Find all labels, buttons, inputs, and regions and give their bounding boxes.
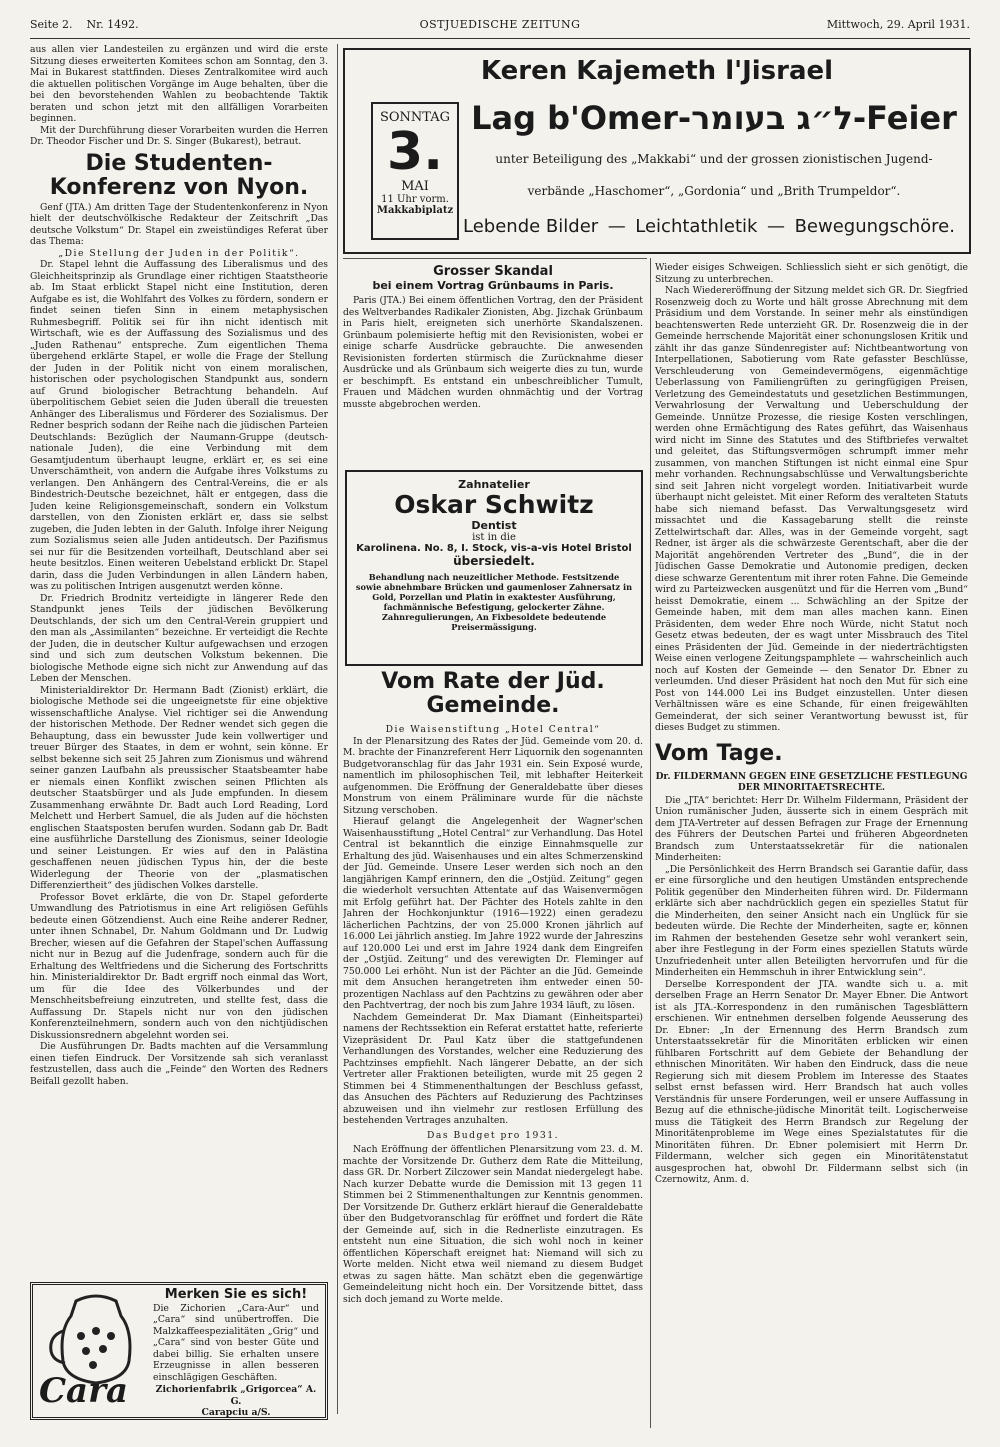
issue-date: Mittwoch, 29. April 1931. xyxy=(826,18,970,31)
cara-headline: Merken Sie es sich! xyxy=(164,1287,308,1302)
article-paragraph: Dr. Friedrich Brodnitz verteidigte in längerer Rede den Standpunkt jenes Teils der jüdischen Bevölkerung Deutschlands, der sich um den Central-Verein gruppiert und den man als „Assimilanten“ bezeichne. Er verteidigt die Rechte der Juden, die in deutscher Kultur aufgewachsen und erzogen sind und sich zum deutschen Volkstum bekennen. Die biologische Methode eigne sich nicht zur Anwendung auf das Leben der Menschen. xyxy=(30,592,328,684)
article-paragraph: Die Ausführungen Dr. Badts machten auf die Versammlung einen tiefen Eindruck. Der Vorsitzende sah sich veranlasst festzustellen, dass auch die „Feinde“ den Worten des Redners Beifall gezollt haben. xyxy=(30,1041,328,1087)
dentist-name: Oskar Schwitz xyxy=(394,490,594,519)
skandal-subheadline: bei einem Vortrag Grünbaums in Paris. xyxy=(372,279,614,292)
day-number: 3. xyxy=(387,122,443,182)
month-label: MAI xyxy=(401,179,429,194)
budget-heading: Das Budget pro 1931. xyxy=(427,1129,559,1141)
dentist-ist: ist in die xyxy=(472,532,516,543)
dentist-advertisement xyxy=(345,470,643,666)
program-list xyxy=(463,216,955,237)
column-1 xyxy=(30,44,328,1260)
tage-paragraph: Derselbe Korrespondent der JTA. wandte sich u. a. mit derselben Frage an Herrn Senator Dr. Mayer Ebner. Die Antwort ist als JTA.-Korrespondenz in den rumänischen Tagesblättern erschienen. Wir entnehmen derselben folgende Aeusserung des Dr. Ebner: „In der Ernennung des Herrn Brandsch zum Unterstaatssekretär für die Minoritäten erblicken wir einen fühlbaren Fortschritt auf dem Gebiete der Behandlung der ethnischen Minoritäten. Wir haben den Eindruck, dass die neue Regierung sich mit diesem Problem im Interesse des Staates selbst ernst befassen wird. Herr Brandsch hat auch volles Verständnis für unsere Forderungen, weil er unsere Auffassung in Bezug auf die ethnische-jüdische Minorität teilt. Logischerweise muss die Tätigkeit des Herrn Brandsch zur Regelung der Minoritätenprobleme im Wege eines Spezialstatutes für die Minoritäten führen. Dr. Ebner polemisiert mit Herrn Dr. Fildermann, welcher sich gegen ein Minoritätenstatut ausgesprochen hat, obwohl Dr. Fildermann selbst sich (in Czernowitz, Anm. d. xyxy=(655,978,968,1185)
cara-company: Zichorienfabrik „Grigorcea“ A. G. xyxy=(155,1384,317,1407)
cara-city: Carapciu a/S. xyxy=(201,1407,271,1418)
studenten-headline: Die Studenten-Konferenz von Nyon. xyxy=(49,150,309,200)
program-dash: — xyxy=(607,216,626,237)
tage-headline: Vom Tage. xyxy=(655,740,783,766)
skandal-article xyxy=(343,262,643,458)
time-label: 11 Uhr vorm. xyxy=(381,194,449,205)
article-paragraph: Dr. Stapel lehnt die Auffassung des Liberalismus und des Gleichheitsprinzip als Grundlage einer richtigen Staatstheorie ab. Im Staat erblickt Stapel nicht eine Institution, deren Aufgabe es ist, die Wohlfahrt des Volkes zu fördern, sondern er findet seinen tiefen Sinn in einem metaphysischen Ruhmesbegriff. Politik sei für ihn nicht identisch mit Wirtschaft, wie es der Auffassung des Sozialismus und des „Juden Rathenau“ entspreche. Zum eigentlichen Thema übergehend erklärte Stapel, er wolle die Frage der Stellung der Juden in der Politik nicht von einem moralischen, historischen oder psychologischen Standpunkt aus, sondern auf Grund biologischer Betrachtung behandeln. Auf überpolitischem Gebiet seien die Juden überall die treuesten Anhänger des Liberalismus und Förderer des Sozialismus. Der Redner besprich sodann der Reihe nach die jüdischen Parteien Deutschlands: Bezüglich der Naumann-Gruppe (deutsch-nationale Juden), die eine Verbindung mit dem Gesamtjudentum überhaupt leugne, erklärt er, es sei eine Unverschämtheit, von andern die Aufgabe ihres Volkstums zu verlangen. Den Anhängern des Central-Vereins, die er als Bindestrich-Deutsche bezeichnet, hält er entgegen, dass die Juden keine Religionsgemeinschaft, sondern ein Volkstum darstellen, von den Zionisten erklärt er, dass sie selbst zugeben, die Juden lebten in der Galuth. Infolge ihrer Neigung zum Sozialismus seien alle Juden antideutsch. Der Pazifismus sei nur für die Besitzenden vorteilhaft, Deutschland aber sei heute besitzlos. Einen weiteren Uebelstand erblickt Dr. Stapel darin, dass die Juden Verbindungen in allen Ländern haben, was zu politischen Intrigen ausgenutzt werden könne. xyxy=(30,259,328,592)
cara-text: Die Zichorien „Cara-Aur“ und „Cara“ sind unübertroffen. Die Malzkaffeespezialitäten „Grig“ und „Cara“ sind von bester Güte und dabei billig. Sie erhalten unsere Erzeugnisse in allen besseren einschlägigen Geschäften. xyxy=(153,1302,320,1383)
program-item: Lebende Bilder xyxy=(463,216,599,237)
dentist-label: Zahnatelier xyxy=(458,478,530,491)
keren-kajemeth-advertisement xyxy=(343,48,971,254)
waisen-heading: Die Waisenstiftung „Hotel Central“ xyxy=(385,724,601,735)
intro-paragraph: aus allen vier Landesteilen zu ergänzen und wird die erste Sitzung dieses erweiterten Komitees schon am Sonntag, den 3. Mai in Bukarest stattfinden. Dieses Zentralkomitee wird auch die aktuellen politischen Vorgänge im Auge behalten, über die bei den bevorstehenden Wahlen zu beobachtende Taktik beraten und schon jetzt mit den allfälligen Vorarbeiten beginnen. xyxy=(30,44,328,124)
column-3 xyxy=(655,262,968,1424)
page-number: Seite 2. Nr. 1492. xyxy=(30,18,139,31)
column-separator xyxy=(650,258,651,1428)
program-dash: — xyxy=(767,216,786,237)
article-paragraph: Ministerialdirektor Dr. Hermann Badt (Zionist) erklärt, die biologische Methode sei die ungeeignetste für eine objektive wissenschaftliche Analyse. Viel richtiger sei die Anwendung der historischen Methode. Der Redner wendet sich gegen die Behauptung, dass ein bewusster Jude kein vollwertiger und treuer Bürger des Staates, in dem er wohnt, sein könne. Er selbst bekenne sich seit 25 Jahren zum Zionismus und während seiner ganzen Laufbahn als preussischer Staatsbeamter habe er niemals einen Konflikt zwischen seinen Pflichten als deutscher Staatsbürger und als Jude empfunden. In diesem Zusammenhang erwähnte Dr. Badt auch Lord Reading, Lord Melchett und Herbert Samuel, die als Juden auf die höchsten englischen Staatsposten berufen wurden. Sodann gab Dr. Badt eine ausführliche Darstellung des Zionismus, seiner Ideologie und seiner Leistungen. Er wies auf den in Palästina geschaffenen neuen jüdischen Typus hin, der die beste Widerlegung der Theorie von der „plasmatischen Differenziertheit“ des jüdischen Volkes darstelle. xyxy=(30,684,328,891)
rule xyxy=(343,258,647,259)
rate-paragraph: Nach Wiedereröffnung der Sitzung meldet sich GR. Dr. Siegfried Rosenzweig doch zu Worte und hält grosse Abrechnung mit dem Präsidium und dem Vorstande. In seiner mehr als einstündigen beachtenswerten Rede unterzieht GR. Dr. Rosenzweig die in der Gemeinde herrschende Majorität einer schonungslosen Kritik und zählt ihr das ganze Sündenregister auf: Nichtbeantwortung von Interpellationen, Sabotierung vom Rate gefasster Beschlüsse, Verschleuderung von Gemeindevermögens, eigenmächtige Ueberlassung von Familiengrüften zu geringfügigen Preisen, Verletzung des Gemeindestatuts und gesetzlichen Bestimmungen, Verwahrlosung der Verwaltung und Ueberschuldung der Gemeinde. Unnütze Prozesse, die riesige Kosten verschlingen, werden ohne Ermächtigung des Rates geführt, das Waisenhaus wird nicht im Sinne des Statutes und des Stiftbriefes verwaltet und geleitet, das Stiftungsvermögen schrumpft immer mehr zusammen, von manchen Stiftungen ist nicht einmal eine Spur mehr vorhanden. Rechnungsabschlüsse und Verwaltungsberichte sind seit Jahren nicht vorgelegt worden. Initiativarbeit wurde überhaupt nicht geleistet. Mit einer Reform des veralteten Statuts habe sich niemand befasst. Das Verwaltungsgesetz wird missachtet und die Kassagebarung stellt die reinste Zettelwirtschaft dar. Alles, was in der Gemeinde vorgeht, sagt Redner, ist ärger als die schwärzeste Gerentschaft, aber die der Majorität angehörenden Vertreter des „Bund“, die in der Jüdischen Gasse Demokratie und Autonomie predigen, decken diese schwarze Gerententum mit ihrer roten Fahne. Die Gemeinde wird zu Parteizwecken ausgenützt und für die Herren vom „Bund“ heisst Demokratie, einem ... Schwächling an der Spitze der Gemeinde haben, mit dem man alles machen kann. Einen Präsidenten, dem weder Ehre noch Würde, nicht Statut noch Gesetz etwas bedeuten, der es wagt unter Missbrauch des Titel eines Präsidenten der Jüd. Gemeinde in der niederträchtigsten Weise einen verlogene Zeitungspamphlete — wahrscheinlich auch noch auf Kosten der Gemeinde — den Senator Dr. Ebner zu verleumden. Und dieser Präsident hat noch den Mut für sich eine Post von 144.000 Lei ins Budget einzustellen. Unter diesen Verhältnissen wäre es eine Schande, für einen freigewählten Gemeinderat, der sich seiner Verantwortung bewusst ist, für dieses Budget zu stimmen. xyxy=(655,285,968,733)
article-paragraph: Professor Bovet erklärte, die von Dr. Stapel geforderte Umwandlung des Patriotismus in eine Art religiösen Gefühls bedeute einen Götzendienst. Auch eine Reihe anderer Redner, unter ihnen Schnabel, Dr. Nahum Goldmann und Dr. Ludwig Brecher, wiesen auf die Gefahren der Stapel'schen Auffassung nicht nur in Bezug auf die Judenfrage, sondern auch für die Erhaltung des Weltfriedens und die Sicherung des Fortschritts hin. Ministerialdirektor Dr. Badt ergriff noch einmal das Wort, um für die Idee des Völkerbundes und der Menschheitsbefreiung einzutreten, und stellte fest, dass die Auffassung Dr. Stapels nicht nur von den jüdischen Konferenzteilnehmern, sondern auch von den nichtjüdischen Diskussionsrednern abgelehnt worden sei. xyxy=(30,891,328,1041)
column-separator xyxy=(337,44,338,1414)
waisen-paragraph: Hierauf gelangt die Angelegenheit der Wagner'schen Waisenhausstiftung „Hotel Central“ zur Verhandlung. Das Hotel Central ist bekanntlich die einzige Einnahmsquelle zur Erhaltung des jüd. Waisenhauses und ein altes Schmerzenskind der Jüd. Gemeinde. Unsere Leser werden sich noch an den langjährigen Kampf erinnern, den die „Ostjüd. Zeitung“ gegen die wiederholt versuchten Attentate auf das Waisenvermögen mit Erfolg geführt hat. Der Pächter des Hotels zahlte in den Jahren der Hochkonjunktur (1916—1922) einen geradezu lächerlichen Pachtzins, der von 25.000 Kronen jährlich auf 16.000 Lei jährlich anstieg. Im Jahre 1922 wurde der Jahreszins auf 120.000 Lei und erst im Jahre 1924 dank dem Eingreifen der „Ostjüd. Zeitung“ und des verewigten Dr. Fleminger auf 750.000 Lei erhöht. Nun ist der Pächter an die Jüd. Gemeinde mit dem Ansuchen herangetreten ihm entweder einen 50-prozentigen Nachlass auf den Pachtzins zu gewähren oder aber den Pachtvertrag, der noch bis zum Jahre 1934 läuft, zu lösen. xyxy=(343,816,643,1011)
article-paragraph: Genf (JTA.) Am dritten Tage der Studentenkonferenz in Nyon hielt der deutschvölkische Redakteur der Zeitschrift „Das deutsche Volkstum“ Dr. Stapel ein zweistündiges Referat über das Thema: xyxy=(30,201,328,247)
rate-headline: Vom Rate der Jüd. Gemeinde. xyxy=(381,669,605,718)
skandal-paragraph: Paris (JTA.) Bei einem öffentlichen Vortrag, den der Präsident des Weltverbandes Radikaler Zionisten, Abg. Jizchak Grünbaum in Paris hielt, ereigneten sich unerhörte Skandalszenen. Grünbaum polemisierte heftig mit den Revisionisten, wobei er einige scharfe Ausdrücke gebrauchte. Die anwesenden Revisionisten forderten stürmisch die Zurücknahme dieser Ausdrücke und als Grünbaum sich weigerte dies zu tun, wurde er beschimpft. Es entstand ein unbeschreiblicher Tumult, Frauen und Mädchen wurden ohnmächtig und der Vortrag musste abgebrochen werden. xyxy=(343,295,643,410)
dentist-address: Karolinena. No. 8, I. Stock, vis-a-vis Hotel Bristol xyxy=(356,543,632,554)
waisen-paragraph: In der Plenarsitzung des Rates der Jüd. Gemeinde vom 20. d. M. brachte der Finanzreferent Herr Liquornik den sogenannten Budgetvoranschlag für das Jahr 1931 ein. Sein Exposé wurde, namentlich im philosophischen Teil, mit lebhafter Heiterkeit aufgenommen. Die Eröffnung der Generaldebatte über dieses Monstrum von einem Präliminare wurde für die nächste Sitzung verschoben. xyxy=(343,735,643,816)
intro-paragraph: Mit der Durchführung dieser Vorarbeiten wurden die Herren Dr. Theodor Fischer und Dr. S. Singer (Bukarest), betraut. xyxy=(30,124,328,147)
skandal-headline: Grosser Skandal xyxy=(433,264,553,279)
feier-line-2: verbände „Haschomer“, „Gordonia“ und „Brith Trumpeldor“. xyxy=(527,184,901,198)
tage-heading: Dr. FILDERMANN GEGEN EINE GESETZLICHE FESTLEGUNG DER MINORITAETSRECHTE. xyxy=(655,771,968,793)
header-rule xyxy=(30,38,970,39)
dentist-moved: übersiedelt. xyxy=(453,554,535,568)
page-header xyxy=(30,16,970,38)
tage-paragraph: Die „JTA“ berichtet: Herr Dr. Wilhelm Fildermann, Präsident der Union rumänischer Juden, äusserte sich in einem Gespräch mit dem JTA-Vertreter auf dessen Befragen zur Frage der Ernennung des Führers der Deutschen Partei und früheren Abgeordneten Brandsch zum Unterstaatssekretär für die nationalen Minderheiten: xyxy=(655,794,968,863)
place-label: Makkabiplatz xyxy=(376,205,454,216)
column-2 xyxy=(343,668,643,1424)
program-item: Leichtathletik xyxy=(635,216,758,237)
keren-title: Keren Kajemeth l'Jisrael xyxy=(480,56,834,86)
dentist-title: Dentist xyxy=(471,519,517,532)
newspaper-title: OSTJUEDISCHE ZEITUNG xyxy=(419,18,581,31)
date-box xyxy=(371,102,459,240)
day-label: SONNTAG xyxy=(379,110,451,125)
feier-line-1: unter Beteiligung des „Makkabi“ und der grossen zionistischen Jugend- xyxy=(495,152,933,166)
waisen-paragraph: Nachdem Gemeinderat Dr. Max Diamant (Einheitspartei) namens der Rechtssektion ein Referat erstattet hatte, referierte Vizepräsident Dr. Paul Katz über die stattgefundenen Verhandlungen des Vorstandes, welcher eine Reduzierung des Pachtzinses empfiehlt. Nach längerer Debatte, an der sich Vertreter aller Fraktionen beteiligten, wurde mit 25 gegen 2 Stimmen bei 4 Stimmenenthaltungen der Beschluss gefasst, das Ansuchen des Pächters auf Reduzierung des Pachtzinses abzuweisen und ihn vielmehr zur restlosen Erfüllung des bestehenden Vertrages anzuhalten. xyxy=(343,1011,643,1126)
article-quote: „Die Stellung der Juden in der Politik“. xyxy=(58,247,300,259)
feier-title: Lag b'Omer-ל״ג בעומר-Feier xyxy=(471,99,957,137)
budget-paragraph: Nach Eröffnung der öffentlichen Plenarsitzung vom 23. d. M. machte der Vorsitzende Dr. Gutherz dem Rate die Mitteilung, dass GR. Dr. Norbert Zilczower sein Mandat niedergelegt habe. Nach kurzer Debatte wurde die Demission mit 13 gegen 11 Stimmen bei 2 Stimmenenthaltungen zur Kenntnis genommen. Der Vorsitzende Dr. Gutherz erklärt hierauf die Generaldebatte über den Budgetvoranschlag für eröffnet und fordert die Räte der Gemeinde auf, sich in die Rednerliste einzutragen. Es entsteht nun eine Situation, die sich wohl noch in keiner öffentlichen Köperschaft ereignet hat: Niemand will sich zu Worte melden. Nicht etwa weil niemand zu diesem Budget etwas zu sagen hätte. Man schätzt eben die gegenwärtige Gemeindeleitung nicht hoch ein. Der Vorsitzende bittet, dass sich doch jemand zu Worte melde. xyxy=(343,1144,643,1305)
cara-logo: Cara xyxy=(39,1371,129,1411)
dentist-info: Behandlung nach neuzeitlicher Methode. Festsitzende sowie abnehmbare Brücken und gaumenloser Zahnersatz in Gold, Porzellan und Platin in exaktester Ausführung, fachmännische Befestigung, gelockerter Zähne. Zahnregulierungen, An Fixbesoldete bedeutende Preisermässigung. xyxy=(355,572,633,632)
rate-continued: Wieder eisiges Schweigen. Schliesslich sieht er sich genötigt, die Sitzung zu unterbrechen. xyxy=(655,262,968,285)
cara-advertisement xyxy=(30,1282,328,1420)
tage-paragraph: „Die Persönlichkeit des Herrn Brandsch sei Garantie dafür, dass er eine fürsorgliche und den heutigen Umständen entsprechende Politik gegenüber den Minderheiten führen wird. Dr. Fildermann erklärte sich aber nachdrücklich gegen ein spezielles Statut für die Minderheiten, den seiner Ansicht nach ein Unglück für sie bedeuten würde. Die Rechte der Minderheiten, sagte er, können im Rahmen der bestehenden Gesetze sehr wohl verankert sein, aber ihre Festlegung in der Form eines speziellen Statuts würde Unzufriedenheit unter allen Beteiligten hervorrufen und für die Minderheiten ein Hemmschuh in ihrer Entwicklung sein“. xyxy=(655,863,968,978)
program-item: Bewegungschöre. xyxy=(794,216,955,237)
